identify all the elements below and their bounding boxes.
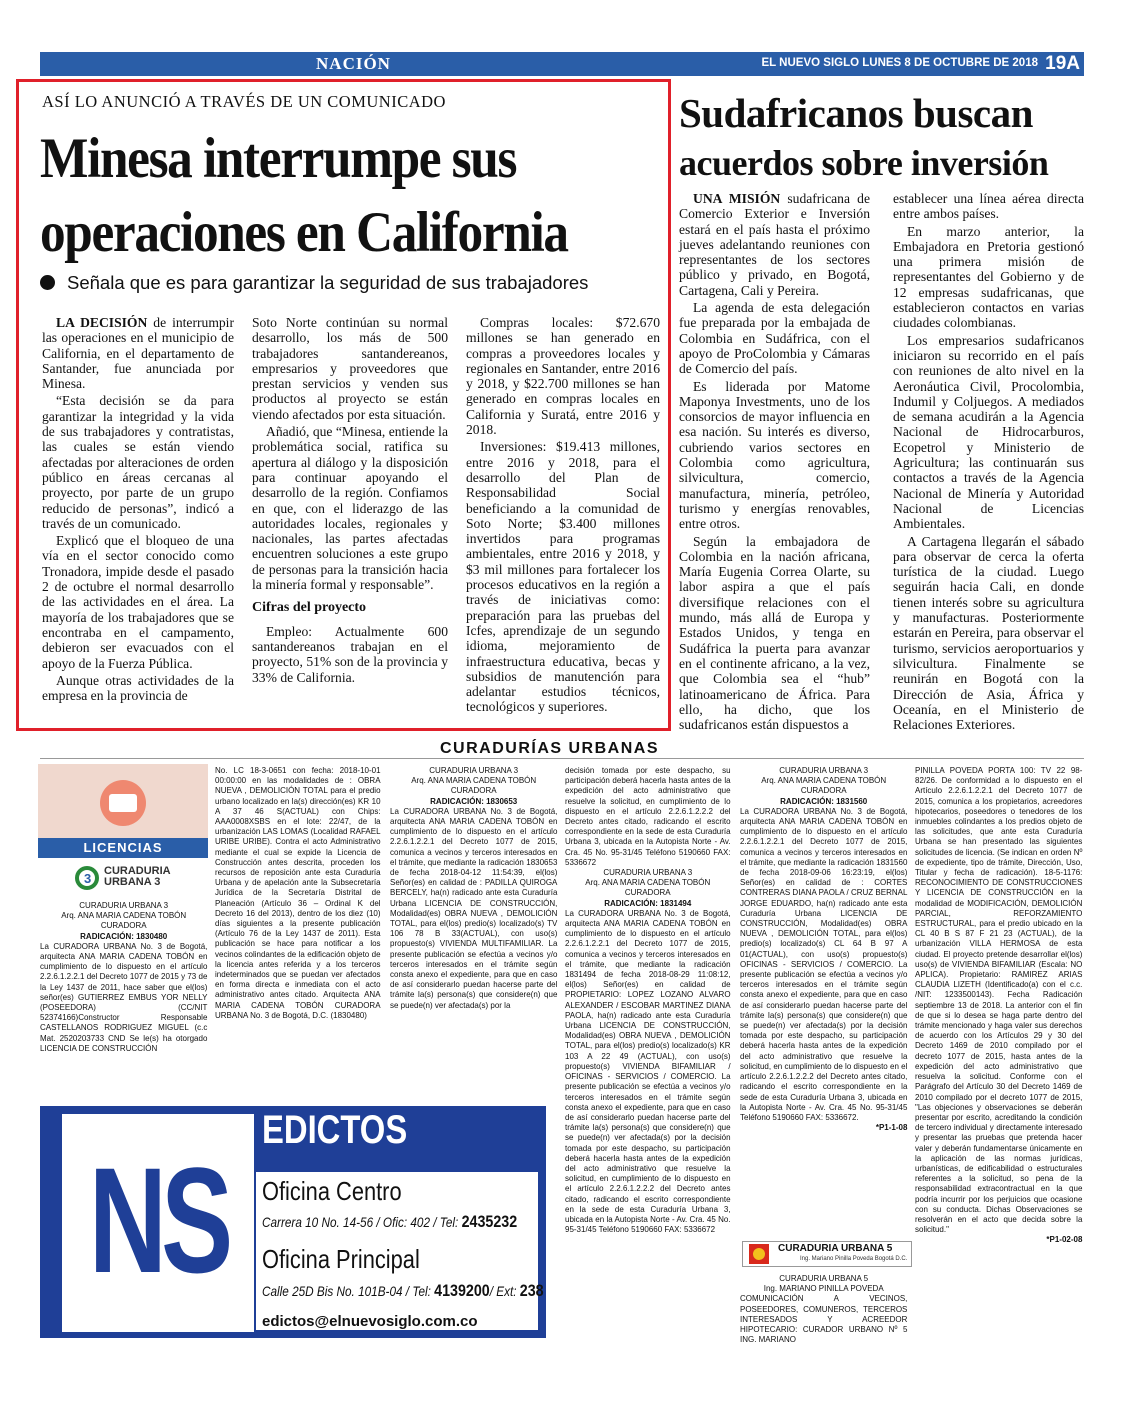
svg-text:3: 3 — [84, 871, 92, 886]
notice-radicacion: RADICACIÓN: 1830480 — [80, 930, 168, 941]
classifieds-title: CURADURÍAS URBANAS — [440, 740, 659, 757]
main-article-kicker: ASÍ LO ANUNCIÓ A TRAVÉS DE UN COMUNICADO — [42, 92, 446, 111]
ns-logo: NS — [88, 1136, 228, 1304]
paragraph: En marzo anterior, la Embajadora en Pretoria gestionó una primera misión de representantes del Gobierno y de 12 empresas sudafricanas, que establecieron contactos en varias ciudades colombianas. — [893, 223, 1084, 331]
notice-reference: *P1-1-08 — [875, 1122, 908, 1133]
paragraph: de interrumpir las operaciones en el municipio de California, en el departamento de Santander, fue anunciada por Minesa. — [42, 315, 234, 392]
page-number: 19A — [1045, 53, 1080, 74]
notice-body: No. LC 18-3-0651 con fecha: 2018-10-01 00:00:00 en las modalidades de : OBRA NUEVA , DEMOLICIÓN TOTAL para el predio urbano localizado en la(s) dirección(es) KR 10 A 37 46 S(ACTUAL) con Chips: AAA0008XSBS en el lote: 22/47, de la urbanización LAS LOMAS (Localidad RAFAEL URIBE URIBE). Contra el acto Administrativo mediante el cual se expide la Licencia de Construcción antes descrita, proceden los recursos de reposición ante esta Curaduría Urbana y de apelación ante la Subsecretaría Jurídica de la Secretaría Distrital de Planeación (Artículo 36 – Ordinal K del Decreto 16 del 2013), dentro de los diez (10) días siguientes a la presente publicación (Artículo 76 de la Ley 1437 de 2011). Esta publicación se hace para notificar a los vecinos colindantes de la edificación objeto de la licencia antes referida y a los terceros indeterminados que se puedan ver afectados en forma directa e inmediata con el acto administrativo antes citado. Arquitecta ANA MARIA CADENA TOBÓN CURADORA URBANA No. 3 de Bogotá, D.C. (1830480) — [215, 765, 381, 1020]
edictos-title: EDICTOS — [262, 1108, 408, 1152]
notice-reference: *P1-02-08 — [1046, 1234, 1083, 1245]
section-header-bar — [40, 52, 1084, 76]
notice-body: COMUNICACIÓN A VECINOS, POSEEDORES, COMUNEROS, TERCEROS INTERESADOS Y ACREEDOR HIPOTECARIO: CURADOR URBANO Nº 5 ING. MARIANO — [740, 1293, 908, 1345]
notice-heading: Arq. ANA MARIA CADENA TOBÓN — [411, 775, 537, 786]
notice-body: La CURADORA URBANA No. 3 de Bogotá, arquitecta ANA MARIA CADENA TOBÓN en cumplimiento de lo dispuesto en el artículo 2.2.6.1.2.2.1 del Decreto 1077 de 2015, comunica a vecinos y terceros interesados en el trámite, que mediante la radicación 1831560 de fecha 2018-09-06 16:23:19, el(los) Señor(es) en calidad de : CORTES CONTRERAS DIANA PAOLA / CRUZ BERNAL JORGE EDUARDO, ha(n) radicado ante esta Curaduría Urbana LICENCIA DE CONSTRUCCIÓN, Modalidad(es) OBRA NUEVA , DEMOLICIÓN TOTAL, para el(los) predio(s) localizado(s) CL 64 B 97 A 01(ACTUAL), con uso(s) propuesto(s) OFICINAS - SERVICIOS / COMERCIO. La presente publicación se efectúa a vecinos y/o terceros interesados en el trámite según consta anexo el expediente, para que en caso de así considerarlo puedan hacerse parte del trámite la(s) persona(s) que considere(n) que se puede(n) ver afectada(s) por la decisión tomada por este despacho, su participación deberá hacerla hasta antes de la expedición del acto administrativo que resuelve la solicitud, en cumplimiento de lo dispuesto en el artículo 2.2.6.1.2.2.2 del Decreto antes citado, radicando el escrito correspondiente en la sede de esta Curaduría Urbana 3, ubicada en la Autopista Norte - Av. Cra. 45 No. 95-31/45 Teléfono 5190660 FAX: 5336672. — [740, 805, 908, 1122]
section-subtitle: Cifras del proyecto — [252, 600, 367, 616]
classified-notice-5 — [740, 765, 907, 1132]
paragraph: Los empresarios sudafricanos iniciaron su recorrido en el país con reuniones de alto nivel en la Aeronáutica Civil, Procolombia, Indumil y Coljuegos. A mediados de semana acudirán a la Agencia Nacional de Hidrocarburos, Ecopetrol y Ministerio de Agricultura; las continuarán sus contactos a través de la Agencia Nacional de Minería y Autoridad Nacional de Licencias Ambientales. — [893, 332, 1084, 532]
paragraph: Compras locales: $72.670 millones se han generado en compras a proveedores locales y regionales en Santander, entre 2016 y 2018, y $22.700 millones se han generado en compras locales en California y Suratá, entre 2016 y 2018. — [466, 315, 660, 438]
notice-heading: Arq. ANA MARIA CADENA TOBÓN — [761, 775, 887, 786]
classified-notice-6 — [915, 765, 1082, 1245]
classified-notice-2 — [215, 765, 381, 1020]
notice-body: La CURADORA URBANA No. 3 de Bogotá, arquitecta ANA MARIA CADENA TOBÓN en cumplimiento de lo dispuesto en el artículo 2.2.6.1.2.2.1 del Decreto 1077 de 2015, comunica a vecinos y terceros interesados en el trámite, que mediante la radicación 1831494 de fecha 2018-08-29 11:08:12, el(los) Señor(es) en calidad de PROPIETARIO: LOPEZ LOZANO ALVARO ALEXANDER / ESCOBAR MARTINEZ DIANA PAOLA, ha(n) radicado ante esta Curaduría Urbana LICENCIA DE CONSTRUCCIÓN, Modalidad(es) OBRA NUEVA , DEMOLICIÓN TOTAL, para el(los) predio(s) localizado(s) KR 103 A 22 49 (ACTUAL), con uso(s) propuesto(s) VIVIENDA BIFAMILIAR / OFICINAS - SERVICIOS / COMERCIO. La presente publicación se efectúa a vecinos y/o terceros interesados en el trámite según consta anexo el expediente, para que en caso de así considerarlo puedan hacerse parte del trámite la(s) persona(s) que considere(n) que se puede(n) ver afectada(s) por la decisión tomada por este despacho, su participación deberá hacerla hasta antes de la expedición del acto administrativo que resuelve la solicitud, en cumplimiento de lo dispuesto en el artículo 2.2.6.1.2.2.2 del Decreto antes citado, radicando el escrito correspondiente en la sede de esta Curaduría Urbana 3, ubicada en la Autopista Norte - Av. Cra. 45 No. 95-31/45 Teléfono 5190660 FAX: 5336672 — [565, 907, 731, 1235]
paragraph: La agenda de esta delegación fue preparada por la embajada de Colombia en Sudáfrica, con el apoyo de ProColombia y Cámaras de Comercio del país. — [679, 300, 870, 377]
headline-line-2: operaciones en California — [40, 201, 568, 264]
notice-heading: Arq. ANA MARIA CADENA TOBÓN — [585, 877, 711, 888]
office-principal-title: Oficina Principal — [262, 1244, 420, 1274]
cement-truck-icon — [100, 780, 146, 826]
office-centro-title: Oficina Centro — [262, 1176, 402, 1206]
curaduria-3-logo-icon — [75, 866, 101, 890]
notice-radicacion: RADICACIÓN: 1831494 — [604, 897, 692, 908]
divider — [40, 758, 1084, 759]
paragraph: sudafricana de Comercio Exterior e Inversión estará en el país hasta el próximo jueves adelantando reuniones con representantes de los sectores público y privado, en Bogotá, Cartagena, Cali y Pereira. — [679, 191, 870, 298]
right-article-headline — [679, 88, 1099, 188]
logo-line-2: URBANA 3 — [104, 876, 161, 888]
main-article-col-1 — [42, 315, 234, 705]
paragraph: Aunque otras actividades de la empresa en la provincia de — [42, 672, 234, 704]
notice-body: PINILLA POVEDA PORTA 100: TV 22 98-82/26. De conformidad a lo dispuesto en el Artículo 2.2.6.1.2.2.1 del Decreto 1077 de 2015, comunica a los propietarios, acreedores hipotecarios, poseedores o tenedores de los inmuebles colindantes a los predios objeto de las solicitudes, que ante esta Curaduría Urbana se han presentado las siguientes solicitudes de licencia. (Se indican en orden Nº de expediente, tipo de trámite, Dirección, Uso, Titular y fecha de radicación). 18-5-1176: RECONOCIMIENTO DE CONSTRUCCIONES Y LICENCIA DE CONSTRUCCIÓN en la modalidad de MODIFICACIÓN, DEMOLICIÓN PARCIAL, REFORZAMIENTO ESTRUCTURAL, para el predio ubicado en la CL 40 B S 87 F 21 23 (ACTUAL), de la urbanización VILLA HERMOSA de esta ciudad. El proyecto pretende desarrollar el(los) uso(s) de VIVIENDA BIFAMILIAR (Escala: NO APLICA). Propietario: RAMIREZ ARIAS CLAUDIA LIZETH (Identificado(a) con el c.c. /NIT: 1233500143). Fecha Radicación septiembre 13 de 2018. La anterior con el fin de que si lo desea se haga parte dentro del trámite mencionado y haga valer sus derechos de acuerdo con los Artículos 29 y 30 del Decreto 1469 de 2010 compilado por el decreto 1077 de 2015, hasta antes de la expedición del acto administrativo que resuelva la solicitud. Conforme con el Parágrafo del Artículo 30 del Decreto 1469 de 2010 compilado por el decreto 1077 de 2015, "Las objeciones y observaciones se deberán presentar por escrito, acreditando la condición de tercero individual y directamente interesado y presentar las pruebas que pretenda hacer valer y deberán fundamentarse únicamente en la aplicación de las normas jurídicas, urbanísticas, de edificabilidad o estructurales referentes a la solicitud, so pena de la responsabilidad extracontractual en la que podría incurrir por los perjuicios que ocasione con su conducta. Dichas Observaciones se resolverán en el acto que decida sobre la solicitud." — [915, 765, 1083, 1235]
headline-line-1: Minesa interrumpe sus — [40, 127, 517, 190]
notice-heading: Ing. MARIANO PINILLA POVEDA — [763, 1283, 884, 1294]
notice-heading: CURADURIA URBANA 5 — [779, 1273, 869, 1283]
edictos-email: edictos@elnuevosiglo.com.co — [262, 1313, 478, 1330]
notice-heading: CURADURIA URBANA 3 — [603, 867, 693, 878]
office-principal-address — [262, 1281, 544, 1301]
section-name: NACIÓN — [316, 54, 391, 73]
lead-word: UNA MISIÓN — [693, 191, 781, 206]
main-article-col-3 — [466, 315, 660, 717]
paragraph: Soto Norte continúan su normal desarrollo, los más de 500 trabajadores santandereanos, empresarios y proveedores que prestan servicios y venden sus productos al proyecto se están viendo afectados por esta situación. — [252, 315, 448, 422]
paragraph: “Esta decisión se da para garantizar la integridad y la vida de sus trabajadores y contratistas, las cuales se están viendo afectadas por alteraciones de orden público en áreas cercanas al proyecto, por parte de un grupo reducido de personas”, indicó a través de un comunicado. — [42, 393, 234, 531]
publication-date: EL NUEVO SIGLO LUNES 8 DE OCTUBRE DE 2018 — [761, 57, 1038, 69]
curaduria-5-logo-text: CURADURIA URBANA 5 — [778, 1243, 893, 1254]
classified-notice-3 — [390, 765, 557, 1010]
right-article-col-1 — [679, 191, 870, 734]
ext-label: / Ext: — [489, 1283, 517, 1299]
licencias-label: LICENCIAS — [38, 838, 208, 858]
address-text: Carrera 10 No. 14-56 / Ofic: 402 / Tel: — [262, 1214, 459, 1230]
notice-body: decisión tomada por este despacho, su participación deberá hacerla hasta antes de la expedición del acto administrativo que resuelve la solicitud, en cumplimiento de lo dispuesto en el artículo 2.2.6.1.2.2.2 del Decreto antes citado, radicando el escrito correspondiente en la sede de esta Curaduría Urbana 3, ubicada en la Autopista Norte - Av. Cra. 45 No. 95-31/45 Teléfono 5190660 FAX: 5336672 — [565, 765, 731, 867]
phone-extension: 238 — [519, 1281, 544, 1300]
notice-heading: CURADURIA URBANA 3 — [779, 765, 869, 775]
main-article-col-2 — [252, 315, 448, 687]
curaduria-5-logo-icon — [748, 1243, 770, 1265]
paragraph: A Cartagena llegarán el sábado para observar de cerca la oferta turística de la ciudad. Luego seguirán hacia Cali, en donde tienen interés sobre su agricultura y manufacturas. Posteriormente estarán en Pereira, para observar el turismo, servicios aeroportuarios y silvicultura. Finalmente se reunirán en Bogotá con la Dirección de Asia, África y Oceanía, en el Ministerio de Relaciones Exteriores. — [893, 533, 1084, 733]
headline-line-2: acuerdos sobre inversión — [679, 143, 1049, 183]
paragraph: Explicó que el bloqueo de una vía en el sector conocido como Tronadora, impide desde el pasado 2 de octubre el normal desarrollo de las actividades en el área. La mayoría de los trabajadores que se encontraba en el campamento, debieron ser evacuados con el apoyo de la Fuerza Pública. — [42, 533, 234, 671]
paragraph: Añadió, que “Minesa, entiende la problemática social, ratifica su apertura al diálogo y la disposición para continuar apoyando el desarrollo de la región. Confiamos en que, con el liderazgo de las autoridades locales, regionales y nacionales, las partes afectadas encuentren soluciones a este grupo de personas para la transición hacia la minería formal y responsable”. — [252, 424, 448, 593]
main-article-headline — [40, 122, 661, 270]
notice-radicacion: RADICACIÓN: 1830653 — [430, 795, 518, 806]
lead-word: LA DECISIÓN — [56, 315, 148, 330]
notice-heading: CURADORA — [624, 887, 671, 898]
notice-heading: CURADURIA URBANA 3 — [79, 900, 169, 910]
paragraph: Es liderada por Matome Maponya Investments, uno de los consorcios de mayor influencia en esa nación. Su interés es diverso, cubriendo varios sectores en Colombia como agricultura, silvicultura, comercio, manufactura, minería, petróleo, turismo y energías renovables, entre otros. — [679, 378, 870, 532]
headline-line-1: Sudafricanos buscan — [679, 90, 1033, 136]
subhead-text: Señala que es para garantizar la seguridad de sus trabajadores — [67, 272, 589, 293]
notice-heading: CURADORA — [100, 920, 147, 931]
phone-number: 2435232 — [461, 1212, 518, 1231]
paragraph: Según la embajadora de Colombia en la nación africana, María Eugenia Correa Olarte, su labor aspira a que el país diversifique relaciones con el mundo, más allá de Europa y Estados Unidos, y tenga en Sudáfrica la puerta para avanzar en el continente africano, a la vez, que Colombia sea el “hub” latinoamericano de África. Para ello, ha dicho, que los sudafricanos están dispuestos a — [679, 533, 870, 733]
paragraph: Empleo: Actualmente 600 santandereanos trabajan en el proyecto, 51% son de la provincia y 33% de California. — [252, 623, 448, 685]
paragraph: establecer una línea aérea directa entre ambos países. — [893, 191, 1084, 222]
office-centro-address — [262, 1212, 517, 1232]
right-article-col-2 — [893, 191, 1084, 734]
ns-logo-box — [62, 1114, 254, 1332]
classified-notice-4 — [565, 765, 731, 1234]
curaduria-3-logo-text — [104, 866, 171, 888]
classified-notice-6-start — [740, 1273, 907, 1344]
paragraph: Inversiones: $19.413 millones, entre 2016 y 2018, para el desarrollo del Plan de Responsabilidad Social beneficiando a la comunidad de Soto Norte; $3.400 millones invertidos para programas ambientales, entre 2016 y 2018, y $3 mil millones para fortalecer los procesos educativos en la región a través de iniciativas como: preparación para las pruebas del Icfes, aprendizaje de un segundo idioma, mejoramiento de infraestructura educativa, becas y subsidios de manutención para adelantar estudios técnicos, tecnológicos y superiores. — [466, 439, 660, 715]
notice-body: La CURADORA URBANA No. 3 de Bogotá, arquitecta ANA MARIA CADENA TOBÓN en cumplimiento de lo dispuesto en el artículo 2.2.6.1.2.2.1 del Decreto 1077 de 2015, comunica a vecinos y terceros interesados en el trámite, que mediante la radicación 1830653 de fecha 2018-04-12 11:54:39, el(los) Señor(es) en calidad de : PADILLA QUIROGA BERCELY, ha(n) radicado ante esta Curaduría Urbana LICENCIA DE CONSTRUCCIÓN, Modalidad(es) OBRA NUEVA , DEMOLICIÓN TOTAL, para el(los) predio(s) localizado(s) TV 106 78 B 33(ACTUAL), con uso(s) propuesto(s) VIVIENDA MULTIFAMILIAR. La presente publicación se efectúa a vecinos y/o terceros interesados en el trámite según consta anexo el expediente, para que en caso de así considerarlo puedan hacerse parte del trámite la(s) persona(s) que considere(n) que se puede(n) ver afectada(s) por la — [390, 805, 558, 1010]
phone-number: 4139200 — [434, 1281, 490, 1300]
notice-body: La CURADORA URBANA No. 3 de Bogotá, arquitecta ANA MARIA CADENA TOBÓN en cumplimiento de lo dispuesto en el artículo 2.2.6.1.2.2.1 del Decreto 1077 de 2015 y 73 de la Ley 1437 de 2011, hace saber que el(los) señor(es) GUTIERREZ EMBUS YOR NELLY (POSEEDORA) (CC/NIT 52374166)Constructor Responsable CASTELLANOS RODRIGUEZ MIGUEL (c.c Mat. 2520203733 CND Se le(s) ha otorgado LICENCIA DE CONSTRUCCIÓN — [40, 940, 208, 1053]
address-text: Calle 25D Bis No. 101B-04 / Tel: — [262, 1283, 431, 1299]
logo-line-1: CURADURIA — [104, 865, 171, 877]
curaduria-5-logo-subtext: Ing. Mariano Pinilla Poveda Bogotá D.C. — [800, 1256, 908, 1262]
notice-heading: Arq. ANA MARIA CADENA TOBÓN — [61, 910, 187, 921]
notice-heading: CURADORA — [450, 785, 497, 796]
main-article-subhead — [40, 272, 588, 294]
notice-heading: CURADORA — [800, 785, 847, 796]
notice-heading: CURADURIA URBANA 3 — [429, 765, 519, 775]
bullet-icon — [40, 275, 55, 290]
notice-radicacion: RADICACIÓN: 1831560 — [780, 795, 868, 806]
classified-notice-1 — [40, 900, 207, 1053]
